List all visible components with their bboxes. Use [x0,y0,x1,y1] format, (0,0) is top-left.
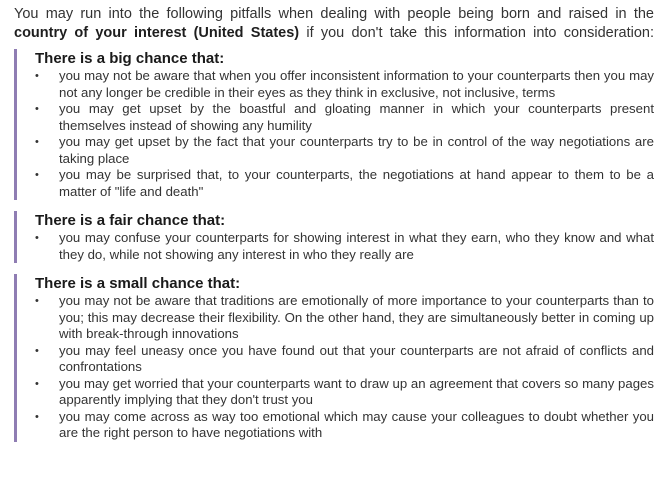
list-item-text: you may get upset by the fact that your counterparts try to be in control of the way negotiations are taking place [59,134,654,166]
bullet-icon: • [35,103,39,115]
bullet-icon: • [35,136,39,148]
section-title: There is a big chance that: [35,50,225,67]
bullet-icon: • [35,344,39,357]
bullet-icon: • [35,410,39,423]
bullet-icon: • [35,70,39,82]
list-item [35,409,654,442]
pitfall-list [35,68,654,200]
section-big-chance [14,49,654,200]
intro-text-after: if you don't take this information into consideration: [299,25,655,41]
list-item-text: you may be surprised that, to your counterparts, the negotiations at hand appear to them to be a matter of "life and death" [59,167,654,199]
list-item-text: you may not be aware that traditions are emotionally of more importance to your counterparts than to you; this may decrease their flexibility. On the other hand, they are simultaneously better in coming up with break-through innovations [59,293,654,341]
list-item [35,376,654,409]
bullet-icon: • [35,169,39,181]
list-item [35,101,654,134]
list-item [35,167,654,200]
list-item-text: you may not be aware that when you offer inconsistent information to your counterparts then you may not any longer be credible in their eyes as they think in exclusive, not inclusive, terms [59,68,654,100]
intro-text-before: You may run into the following pitfalls when dealing with people being born and raised in the [14,6,654,22]
list-item [35,343,654,376]
list-item-text: you may come across as way too emotional which may cause your colleagues to doubt whether you are the right person to have negotiations with [59,408,654,440]
section-fair-chance [14,211,654,263]
intro-country-bold: country of your interest (United States) [14,25,300,41]
bullet-icon: • [35,377,39,390]
list-item [35,68,654,101]
list-item [35,230,654,263]
pitfall-list [35,293,654,442]
list-item-text: you may confuse your counterparts for showing interest in what they earn, who they know and what they do, while not showing any interest in who they really are [59,230,654,262]
list-item [35,134,654,167]
section-small-chance [14,274,654,442]
bullet-icon: • [35,295,39,307]
section-title: There is a small chance that: [35,275,241,292]
list-item-text: you may get upset by the boastful and gloating manner in which your counterparts present themselves instead of showing any humility [59,101,654,133]
pitfall-list [35,230,654,263]
bullet-icon: • [35,232,39,244]
list-item [35,293,654,343]
list-item-text: you may get worried that your counterparts want to draw up an agreement that covers so many pages apparently implying that they don't trust you [59,375,654,407]
section-title: There is a fair chance that: [35,212,226,229]
intro-paragraph [14,5,654,43]
list-item-text: you may feel uneasy once you have found out that your counterparts are not afraid of conflicts and confrontations [59,342,654,374]
